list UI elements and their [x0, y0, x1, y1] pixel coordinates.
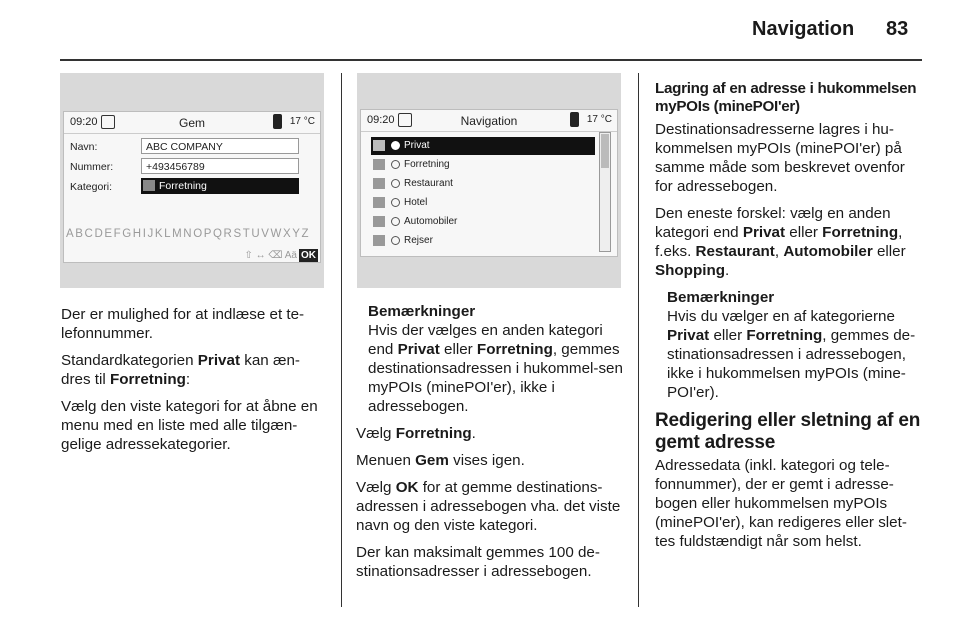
- category-icon: [373, 235, 385, 246]
- note-title: Bemærkninger: [667, 289, 775, 306]
- radio-icon: [391, 160, 400, 169]
- note-text: Hvis der vælges en anden kategori end Privat eller Forretning, gemmes destinationsadressen i hukommel-sen myPOIs (minePOI'er), ikke i adressebogen.: [368, 322, 623, 415]
- radio-icon: [391, 141, 400, 150]
- paragraph: Standardkategorien Privat kan æn-dres til Forretning:: [61, 352, 300, 388]
- list-item[interactable]: [371, 137, 595, 155]
- screenshot-category-list: [357, 73, 621, 288]
- list-item[interactable]: [371, 156, 595, 174]
- list-item-label: Privat: [404, 140, 430, 151]
- header-divider: [60, 59, 922, 61]
- paragraph: Der er mulighed for at indlæse et te-lefonnummer.: [61, 306, 305, 342]
- step: Vælg Forretning.: [356, 425, 476, 442]
- screen-title: Gem: [178, 116, 205, 130]
- list-item[interactable]: [371, 175, 595, 193]
- status-bar: [361, 110, 617, 132]
- status-bar: [64, 112, 320, 134]
- scrollbar-thumb[interactable]: [601, 134, 609, 168]
- list-item-label: Restaurant: [404, 178, 453, 189]
- thermometer-icon: [570, 112, 579, 127]
- column-3-text: [655, 80, 925, 559]
- step: Menuen Gem vises igen.: [356, 452, 525, 469]
- radio-icon: [391, 217, 400, 226]
- page-number: 83: [886, 18, 909, 40]
- field-label-category: Kategori:: [70, 181, 113, 193]
- column-1-text: [61, 305, 329, 462]
- column-2-text: [356, 302, 628, 589]
- radio-icon: [391, 179, 400, 188]
- note-block: [655, 288, 925, 402]
- number-field[interactable]: +493456789: [141, 158, 299, 174]
- category-field[interactable]: [141, 178, 299, 194]
- radio-icon: [391, 236, 400, 245]
- paragraph: Der kan maksimalt gemmes 100 de-stinationsadresser i adressebogen.: [356, 544, 600, 580]
- list-item-label: Rejser: [404, 235, 433, 246]
- paragraph: Adressedata (inkl. kategori og tele-fonnummer), der er gemt i adresse-bogen eller hukommelsen myPOIs (minePOI'er), kan redigeres eller slet-tes fuldstændigt når som helst.: [655, 457, 907, 550]
- keyboard-letters[interactable]: ABCDEFGHIJKLMNOPQRSTUVWXYZ: [66, 228, 311, 240]
- temperature: 17 °C: [289, 116, 315, 127]
- clock-time: 09:20: [367, 114, 395, 126]
- paragraph: Vælg den viste kategori for at åbne en menu med en liste med alle tilgæn-gelige adressekategorier.: [61, 398, 318, 453]
- list-item[interactable]: [371, 232, 595, 250]
- note-block: [356, 302, 628, 416]
- category-icon: [373, 178, 385, 189]
- paragraph: Destinationsadresserne lagres i hu-kommelsen myPOIs (minePOI'er) på samme måde som beskrevet ovenfor for adressebogen.: [655, 121, 905, 195]
- screen-title: Navigation: [460, 114, 518, 128]
- keyboard-controls: [244, 249, 318, 262]
- note-text: Hvis du vælger en af kategorierne Privat eller Forretning, gemmes de-stinationsadressen i adressebogen, ikke i hukommelsen myPOIs (mine-POI'er).: [667, 308, 916, 401]
- radio-icon: [391, 198, 400, 207]
- list-item[interactable]: [371, 194, 595, 212]
- keyboard-special-keys[interactable]: ⇧ ↔ ⌫ Aä: [244, 250, 297, 261]
- list-item[interactable]: [371, 213, 595, 231]
- paragraph: Den eneste forskel: vælg en anden kategori end Privat eller Forretning, f.eks. Restaurant, Automobiler eller Shopping.: [655, 205, 906, 279]
- column-divider-2: [638, 73, 639, 607]
- list-item-label: Automobiler: [404, 216, 458, 227]
- category-icon: [373, 197, 385, 208]
- section-heading-large: Redigering eller sletning af en gemt adresse: [655, 410, 921, 453]
- field-label-name: Navn:: [70, 141, 98, 153]
- thermometer-icon: [273, 114, 282, 129]
- category-value: Forretning: [159, 180, 207, 192]
- list-item-label: Hotel: [404, 197, 428, 208]
- page-header-title: Navigation: [752, 18, 855, 40]
- temperature: 17 °C: [586, 114, 612, 125]
- ok-button[interactable]: OK: [301, 250, 316, 261]
- display-screen: [63, 111, 321, 263]
- name-field[interactable]: ABC COMPANY: [141, 138, 299, 154]
- category-icon: [143, 180, 155, 191]
- note-title: Bemærkninger: [368, 303, 476, 320]
- display-screen: [360, 109, 618, 257]
- section-heading: Lagring af en adresse i hukommelsen myPOIs (minePOI'er): [655, 80, 917, 115]
- clock-time: 09:20: [70, 116, 98, 128]
- step: Vælg OK for at gemme destinations-adressen i adressebogen vha. det viste navn og den viste kategori.: [356, 479, 621, 534]
- column-divider-1: [341, 73, 342, 607]
- screenshot-save-dialog: [60, 73, 324, 288]
- category-icon: [373, 159, 385, 170]
- category-icon: [373, 216, 385, 227]
- category-icon: [373, 140, 385, 151]
- field-label-number: Nummer:: [70, 161, 114, 173]
- list-item-label: Forretning: [404, 159, 450, 170]
- scrollbar[interactable]: [599, 132, 611, 252]
